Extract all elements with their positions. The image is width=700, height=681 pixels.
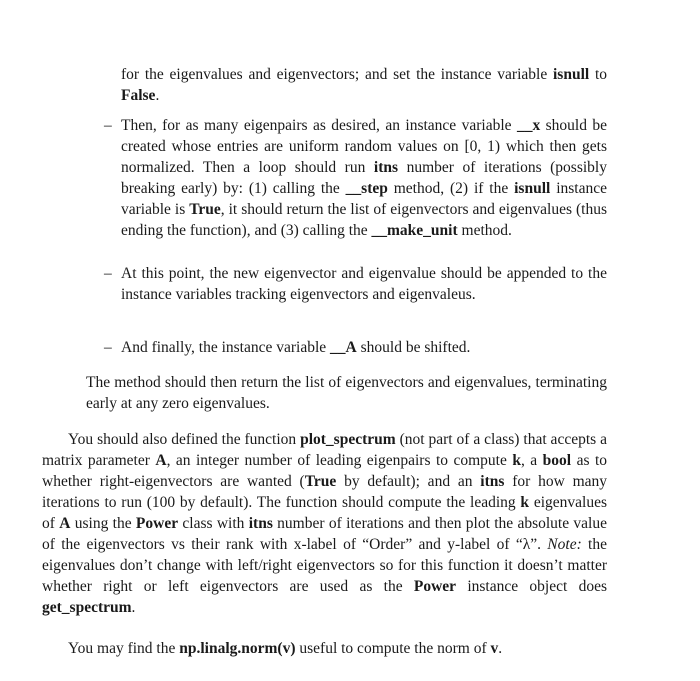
- italic-note: Note:: [547, 536, 582, 553]
- bold-term: __make_unit: [371, 222, 458, 239]
- text-run: using the: [70, 515, 136, 532]
- bold-term: True: [189, 201, 221, 218]
- text-run: for the eigenvalues and eigenvectors; and set the instance variable: [121, 66, 548, 83]
- list-item: [104, 337, 607, 358]
- bold-term: __step: [345, 180, 388, 197]
- text-run: , an integer number of leading eigenpairs to compute: [166, 452, 513, 469]
- bold-term: k: [520, 494, 530, 511]
- text-run: instance object does: [456, 578, 607, 595]
- list-item: [104, 263, 607, 305]
- bold-term: __x: [516, 117, 541, 134]
- bold-term: A: [155, 452, 167, 469]
- text-run: the eigenvalues don’t change with left/right eigenvectors so for this function it doesn’t matter whether right or left eigenvectors are used as the: [42, 536, 607, 595]
- bold-term: isnull: [514, 180, 551, 197]
- bold-term: bool: [542, 452, 572, 469]
- text-run: by default); and an: [336, 473, 481, 490]
- list-item-text: At this point, the new eigenvector and eigenvalue should be appended to the instance variables tracking eigenvectors and eigenvaleus.: [121, 265, 607, 303]
- text-run: And finally, the instance variable: [121, 339, 331, 356]
- bold-term: k: [512, 452, 521, 469]
- continued-bullet-text: [121, 64, 607, 106]
- bold-term: itns: [248, 515, 273, 532]
- text-run: useful to compute the norm of: [295, 640, 491, 657]
- text-run: .: [498, 640, 503, 657]
- text-run: You should also defined the function: [68, 431, 301, 448]
- bold-term: True: [304, 473, 337, 490]
- text-run: class with: [178, 515, 249, 532]
- text-run: (not part of a class) that accepts a matrix parameter: [42, 431, 607, 469]
- text-run: , it should return the list of eigenvectors and eigenvalues (thus ending the function), and (3) calling the: [121, 201, 607, 239]
- text-run: for how many iterations to run (100 by default). The function should compute the leading: [42, 473, 608, 511]
- text-run: You may find the: [68, 640, 180, 657]
- text-run: should be shifted.: [356, 339, 471, 356]
- text-run: to: [589, 66, 607, 83]
- bold-term: get_spectrum: [42, 599, 132, 616]
- bold-term: plot_spectrum: [300, 431, 396, 448]
- summary-paragraph: The method should then return the list of eigenvectors and eigenvalues, terminating early at any zero eigenvalues.: [86, 374, 607, 412]
- bold-term: np.linalg.norm(v): [179, 640, 296, 657]
- text-run: Then, for as many eigenpairs as desired, an instance variable: [121, 117, 517, 134]
- dash-bullet: –: [104, 117, 112, 134]
- bold-term: isnull: [552, 66, 590, 83]
- text-run: eigenvalues of: [42, 494, 607, 532]
- text-run: number of iterations and then plot the absolute value of the eigenvectors vs their rank with x-label of “Order” and y-label of “λ”.: [42, 515, 607, 553]
- list-item-text: [121, 115, 607, 241]
- text-run: as to whether right-eigenvectors are wanted (: [42, 452, 607, 490]
- text-run: instance variable is: [121, 180, 607, 218]
- norm-hint-paragraph: [42, 638, 607, 659]
- bold-term: False: [121, 87, 156, 104]
- text-run: method.: [457, 222, 512, 239]
- bold-term: itns: [480, 473, 505, 490]
- dash-bullet: –: [104, 265, 112, 282]
- text-run: method, (2) if the: [387, 180, 515, 197]
- bold-term: A: [59, 515, 71, 532]
- text-run: .: [131, 599, 136, 616]
- text-run: .: [155, 87, 160, 104]
- dash-bullet: –: [104, 339, 112, 356]
- list-item: [104, 115, 607, 241]
- text-run: , a: [520, 452, 543, 469]
- bold-term: __A: [330, 339, 357, 356]
- bold-term: v: [490, 640, 499, 657]
- plot-spectrum-paragraph: [42, 429, 607, 618]
- list-item-text: [121, 337, 607, 358]
- text-run: number of iterations (possibly breaking early) by: (1) calling the: [121, 159, 607, 197]
- text-run: should be created whose entries are uniform random values on [0, 1) which then gets normalized. Then a loop should run: [121, 117, 607, 176]
- bold-term: itns: [373, 159, 399, 176]
- bold-term: Power: [135, 515, 179, 532]
- bold-term: Power: [413, 578, 457, 595]
